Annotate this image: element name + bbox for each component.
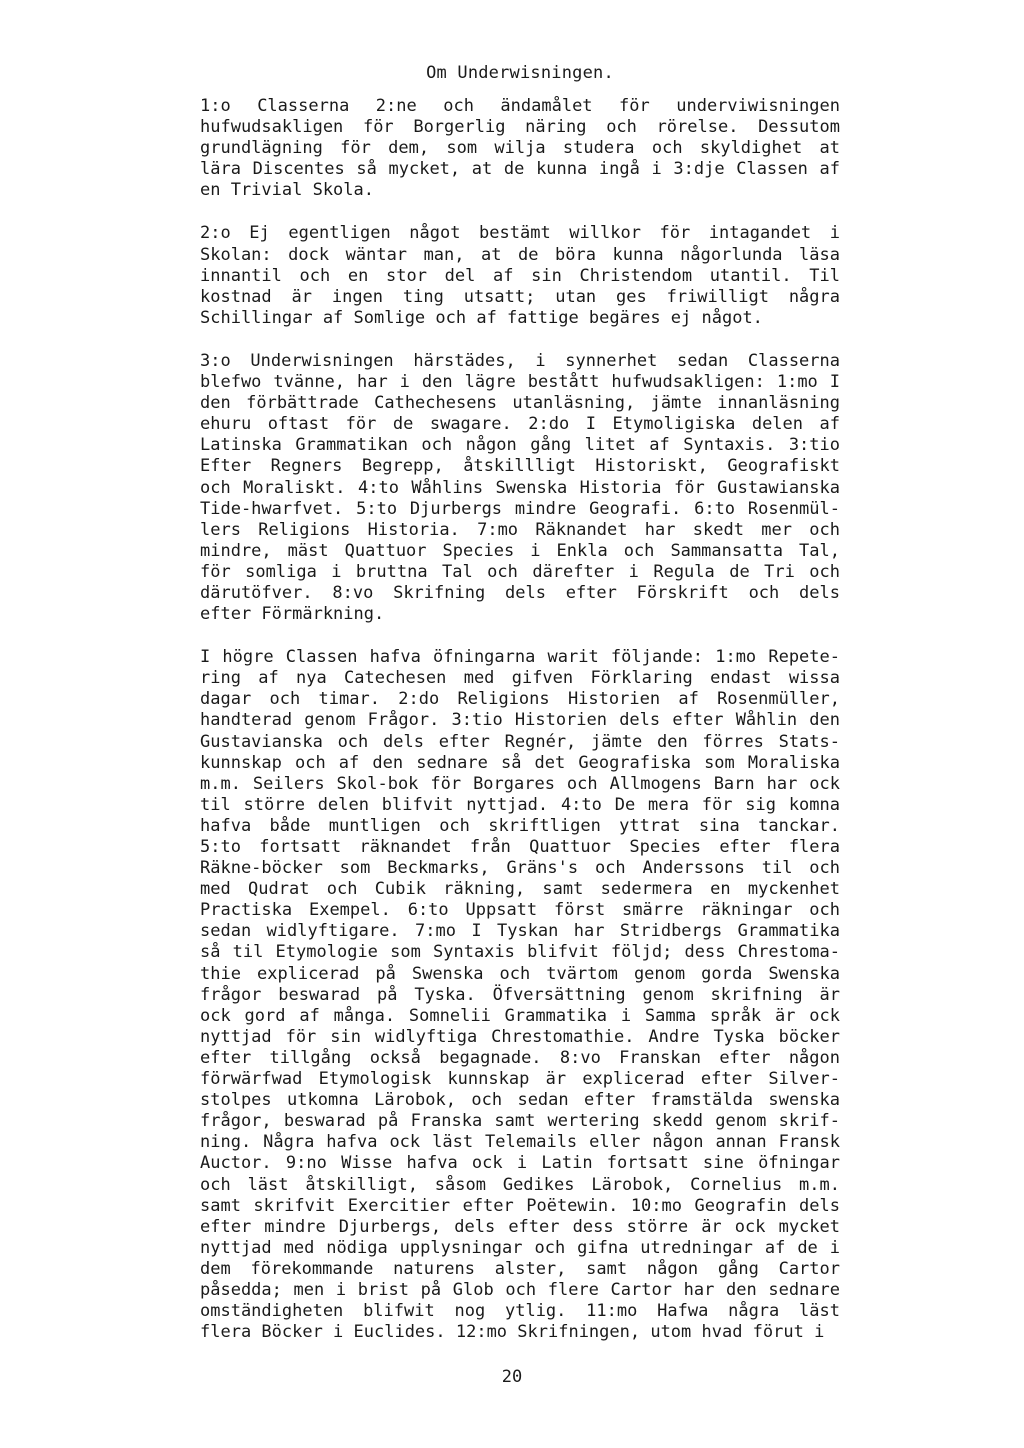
text-line: Latinska Grammatikan och någon gång litet af Syntaxis. 3:tio xyxy=(200,435,840,456)
text-line: til större delen blifvit nyttjad. 4:to De mera för sig komna xyxy=(200,794,840,815)
text-line: handterad genom Frågor. 3:tio Historien dels efter Wåhlin den xyxy=(200,710,840,731)
text-line: mindre, mäst Quattuor Species i Enkla och Sammansatta Tal, xyxy=(200,540,840,561)
text-line: frågor beswarad på Tyska. Öfversättning genom skrifning är xyxy=(200,984,840,1005)
text-line: efter mindre Djurbergs, dels efter dess större är ock mycket xyxy=(200,1216,840,1237)
text-line: kunnskap och af den sednare så det Geografiska som Moraliska xyxy=(200,752,840,773)
paragraph xyxy=(200,96,840,201)
text-line: omständigheten blifwit nog ytlig. 11:mo Hafwa några läst xyxy=(200,1301,840,1322)
text-line: 1:o Classerna 2:ne och ändamålet för underviwisningen xyxy=(200,96,840,116)
document-page xyxy=(200,62,840,1365)
text-line: blefwo tvänne, har i den lägre bestått hufwudsakligen: 1:mo I xyxy=(200,372,840,393)
text-line: m.m. Seilers Skol-bok för Borgares och Allmogens Barn har ock xyxy=(200,773,840,794)
text-line: thie explicerad på Swenska och tvärtom genom gorda Swenska xyxy=(200,963,840,984)
text-line: påsedda; men i brist på Glob och flere Cartor har den sednare xyxy=(200,1279,840,1300)
text-line: frågor, beswarad på Franska samt wertering skedd genom skrif- xyxy=(200,1111,840,1132)
text-line: nyttjad för sin widlyftiga Chrestomathie. Andre Tyska böcker xyxy=(200,1026,840,1047)
text-line: samt skrifvit Exercitier efter Poëtewin. 10:mo Geografin dels xyxy=(200,1195,840,1216)
text-line: Efter Regners Begrepp, åtskillligt Historiskt, Geografiskt xyxy=(200,456,840,477)
text-line: hufwudsakligen för Borgerlig näring och rörelse. Dessutom xyxy=(200,117,840,138)
text-line: 2:o Ej egentligen något bestämt willkor för intagandet i xyxy=(200,223,840,244)
text-line: därutöfver. 8:vo Skrifning dels efter Förskrift och dels xyxy=(200,582,840,603)
text-line: en Trivial Skola. xyxy=(200,180,374,201)
text-line: sedan widlyftigare. 7:mo I Tyskan har Stridbergs Grammatika xyxy=(200,921,840,942)
paragraph xyxy=(200,223,840,328)
text-line: lära Discentes så mycket, at de kunna ingå i 3:dje Classen af xyxy=(200,159,840,180)
text-line: med Qudrat och Cubik räkning, samt sedermera en myckenhet xyxy=(200,879,840,900)
text-line: efter Förmärkning. xyxy=(200,604,385,625)
text-line: Skolan: dock wäntar man, at de böra kunna någorlunda läsa xyxy=(200,244,840,265)
text-line: 3:o Underwisningen härstädes, i synnerhet sedan Classerna xyxy=(200,350,840,371)
text-line: kostnad är ingen ting utsatt; utan ges friwilligt några xyxy=(200,286,840,307)
text-line: Practiska Exempel. 6:to Uppsatt först smärre räkningar och xyxy=(200,900,840,921)
text-line: efter tillgång också begagnade. 8:vo Franskan efter någon xyxy=(200,1047,840,1068)
text-line: för somliga i bruttna Tal och därefter i Regula de Tri och xyxy=(200,561,840,582)
text-line: 5:to fortsatt räknandet från Quattuor Species efter flera xyxy=(200,837,840,857)
page-title: Om Underwisningen. xyxy=(426,63,614,83)
text-line: ring af nya Catechesen med gifven Förklaring endast wissa xyxy=(200,668,840,689)
text-line: Auctor. 9:no Wisse hafva ock i Latin fortsatt sine öfningar xyxy=(200,1153,840,1174)
text-line: dagar och timar. 2:do Religions Historien af Rosenmüller, xyxy=(200,689,840,710)
text-line: och läst åtskilligt, såsom Gedikes Lärobok, Cornelius m.m. xyxy=(200,1174,840,1195)
page-number: 20 xyxy=(501,1367,523,1387)
text-line: grundlägning för dem, som wilja studera och skyldighet at xyxy=(200,138,840,159)
text-line: hafva både muntligen och skriftligen yttrat sina tanckar. xyxy=(200,815,840,836)
text-line: stolpes utkomna Lärobok, och sedan efter framstälda swenska xyxy=(200,1090,840,1111)
text-line: Tide-hwarfvet. 5:to Djurbergs mindre Geografi. 6:to Rosenmül- xyxy=(200,498,840,519)
text-line: I högre Classen hafva öfningarna warit följande: 1:mo Repete- xyxy=(200,647,840,668)
text-line: ock gord af många. Somnelii Grammatika i Samma språk är ock xyxy=(200,1005,840,1026)
text-line: ning. Några hafva ock läst Telemails eller någon annan Fransk xyxy=(200,1132,840,1153)
paragraph xyxy=(200,647,840,1343)
text-line: ehuru oftast för de swagare. 2:do I Etymoligiska delen af xyxy=(200,414,840,435)
text-line: Schillingar af Somlige och af fattige begäres ej något. xyxy=(200,307,763,328)
text-line: flera Böcker i Euclides. 12:mo Skrifningen, utom hvad förut i xyxy=(200,1322,825,1343)
text-line: Gustavianska och dels efter Regnér, jämte den förres Stats- xyxy=(200,731,840,752)
text-line: nyttjad med nödiga upplysningar och gifna utredningar af de i xyxy=(200,1237,840,1258)
document-body xyxy=(200,96,840,1343)
text-line: förwärfwad Etymologisk kunnskap är explicerad efter Silver- xyxy=(200,1069,840,1090)
text-line: den förbättrade Cathechesens utanläsning, jämte innanläsning xyxy=(200,393,840,414)
text-line: dem förekommande naturens alster, samt någon gång Cartor xyxy=(200,1258,840,1279)
text-line: lers Religions Historia. 7:mo Räknandet har skedt mer och xyxy=(200,519,840,540)
paragraph xyxy=(200,351,840,625)
text-line: Räkne-böcker som Beckmarks, Gräns's och Anderssons til och xyxy=(200,858,840,879)
text-line: så til Etymologie som Syntaxis blifvit följd; dess Chrestoma- xyxy=(200,942,840,963)
text-line: och Moraliskt. 4:to Wåhlins Swenska Historia för Gustawianska xyxy=(200,477,840,498)
text-line: innantil och en stor del af sin Christendom utantil. Til xyxy=(200,265,840,286)
